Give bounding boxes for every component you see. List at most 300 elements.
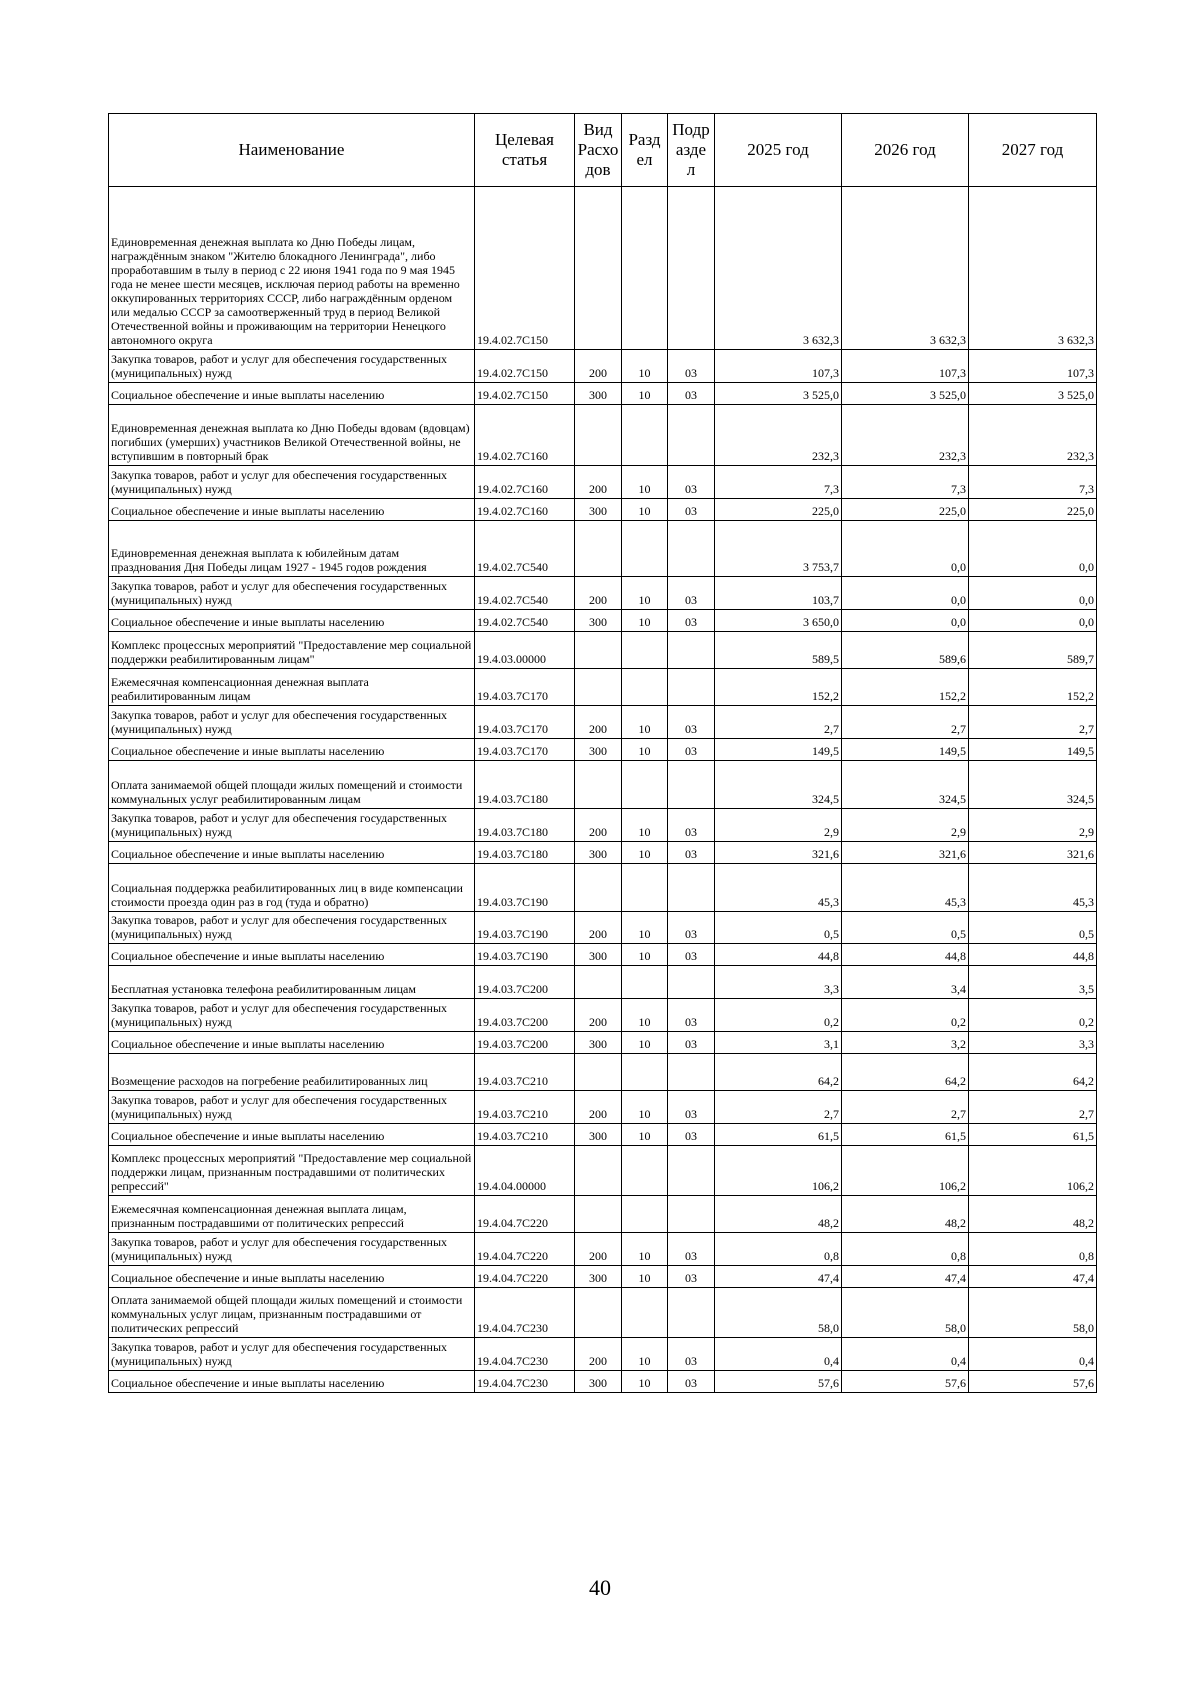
table-row <box>109 1124 1097 1146</box>
row-subsection: 03 <box>668 1371 715 1393</box>
row-amount-2027: 107,3 <box>969 350 1097 383</box>
row-amount-2025: 44,8 <box>715 944 842 966</box>
row-target-article: 19.4.03.7С170 <box>475 669 575 706</box>
row-name: Социальное обеспечение и иные выплаты населению <box>109 1371 475 1393</box>
row-target-article: 19.4.04.7С220 <box>475 1196 575 1233</box>
row-expense-type: 200 <box>575 1338 622 1371</box>
row-target-article: 19.4.03.7С190 <box>475 912 575 944</box>
table-row <box>109 809 1097 842</box>
row-name: Закупка товаров, работ и услуг для обеспечения государственных (муниципальных) нужд <box>109 1338 475 1371</box>
table-row <box>109 706 1097 739</box>
row-amount-2027: 57,6 <box>969 1371 1097 1393</box>
row-subsection: 03 <box>668 466 715 499</box>
row-amount-2027: 321,6 <box>969 842 1097 864</box>
row-amount-2027: 0,2 <box>969 999 1097 1032</box>
row-amount-2026: 2,7 <box>842 706 969 739</box>
row-amount-2026: 107,3 <box>842 350 969 383</box>
row-target-article: 19.4.03.7С170 <box>475 706 575 739</box>
row-section <box>622 632 668 669</box>
row-section <box>622 966 668 999</box>
row-subsection: 03 <box>668 1266 715 1288</box>
row-target-article: 19.4.02.7С150 <box>475 350 575 383</box>
row-amount-2026: 2,9 <box>842 809 969 842</box>
row-amount-2025: 3 632,3 <box>715 187 842 350</box>
row-name: Закупка товаров, работ и услуг для обеспечения государственных (муниципальных) нужд <box>109 706 475 739</box>
table-row <box>109 1091 1097 1124</box>
row-amount-2027: 0,5 <box>969 912 1097 944</box>
row-target-article: 19.4.02.7С160 <box>475 405 575 466</box>
row-section: 10 <box>622 610 668 632</box>
row-amount-2025: 324,5 <box>715 761 842 809</box>
row-target-article: 19.4.02.7С540 <box>475 577 575 610</box>
row-name: Закупка товаров, работ и услуг для обеспечения государственных (муниципальных) нужд <box>109 577 475 610</box>
row-target-article: 19.4.03.7С190 <box>475 864 575 912</box>
row-amount-2027: 47,4 <box>969 1266 1097 1288</box>
row-target-article: 19.4.03.7С200 <box>475 999 575 1032</box>
row-amount-2026: 58,0 <box>842 1288 969 1338</box>
row-amount-2026: 0,0 <box>842 521 969 577</box>
row-name: Социальное обеспечение и иные выплаты населению <box>109 1124 475 1146</box>
row-section: 10 <box>622 350 668 383</box>
row-target-article: 19.4.03.7С190 <box>475 944 575 966</box>
row-subsection <box>668 187 715 350</box>
row-amount-2026: 0,8 <box>842 1233 969 1266</box>
table-row <box>109 1233 1097 1266</box>
row-section <box>622 1054 668 1091</box>
row-subsection <box>668 1196 715 1233</box>
row-section: 10 <box>622 499 668 521</box>
row-expense-type <box>575 187 622 350</box>
row-amount-2026: 0,0 <box>842 577 969 610</box>
row-subsection: 03 <box>668 842 715 864</box>
row-expense-type <box>575 669 622 706</box>
row-subsection: 03 <box>668 809 715 842</box>
row-subsection: 03 <box>668 577 715 610</box>
row-expense-type: 200 <box>575 706 622 739</box>
row-section <box>622 187 668 350</box>
row-section: 10 <box>622 1338 668 1371</box>
row-name: Оплата занимаемой общей площади жилых помещений и стоимости коммунальных услуг лицам, признанным пострадавшими от политических репрессий <box>109 1288 475 1338</box>
header-subsection: Подр азде л <box>668 114 715 187</box>
row-name: Закупка товаров, работ и услуг для обеспечения государственных (муниципальных) нужд <box>109 1233 475 1266</box>
row-amount-2025: 7,3 <box>715 466 842 499</box>
row-section: 10 <box>622 466 668 499</box>
header-expense-type: Вид Расхо дов <box>575 114 622 187</box>
row-expense-type: 300 <box>575 842 622 864</box>
row-section: 10 <box>622 1124 668 1146</box>
row-amount-2027: 3 632,3 <box>969 187 1097 350</box>
row-name: Социальное обеспечение и иные выплаты населению <box>109 1032 475 1054</box>
row-name: Закупка товаров, работ и услуг для обеспечения государственных (муниципальных) нужд <box>109 1091 475 1124</box>
row-amount-2026: 44,8 <box>842 944 969 966</box>
row-target-article: 19.4.03.7С210 <box>475 1054 575 1091</box>
row-section <box>622 405 668 466</box>
row-expense-type: 200 <box>575 999 622 1032</box>
row-subsection: 03 <box>668 383 715 405</box>
row-name: Ежемесячная компенсационная денежная выплата реабилитированным лицам <box>109 669 475 706</box>
row-amount-2026: 3 632,3 <box>842 187 969 350</box>
row-amount-2025: 0,2 <box>715 999 842 1032</box>
row-subsection: 03 <box>668 1091 715 1124</box>
row-name: Ежемесячная компенсационная денежная выплата лицам, признанным пострадавшими от политических репрессий <box>109 1196 475 1233</box>
table-row <box>109 1032 1097 1054</box>
row-amount-2026: 321,6 <box>842 842 969 864</box>
row-amount-2026: 232,3 <box>842 405 969 466</box>
row-expense-type: 300 <box>575 610 622 632</box>
row-section: 10 <box>622 944 668 966</box>
row-expense-type: 300 <box>575 739 622 761</box>
row-section: 10 <box>622 809 668 842</box>
table-row <box>109 999 1097 1032</box>
row-amount-2025: 45,3 <box>715 864 842 912</box>
table-row <box>109 577 1097 610</box>
table-row <box>109 912 1097 944</box>
row-subsection <box>668 761 715 809</box>
table-row <box>109 1266 1097 1288</box>
row-section: 10 <box>622 1032 668 1054</box>
row-amount-2025: 107,3 <box>715 350 842 383</box>
budget-table <box>108 113 1097 1393</box>
table-row <box>109 350 1097 383</box>
row-amount-2025: 232,3 <box>715 405 842 466</box>
row-expense-type <box>575 1288 622 1338</box>
row-section: 10 <box>622 912 668 944</box>
row-amount-2027: 2,7 <box>969 706 1097 739</box>
row-target-article: 19.4.04.7С230 <box>475 1371 575 1393</box>
row-expense-type <box>575 1146 622 1196</box>
row-amount-2026: 3,2 <box>842 1032 969 1054</box>
row-expense-type <box>575 864 622 912</box>
row-amount-2027: 149,5 <box>969 739 1097 761</box>
table-row <box>109 1371 1097 1393</box>
row-amount-2025: 106,2 <box>715 1146 842 1196</box>
header-year-2026: 2026 год <box>842 114 969 187</box>
row-subsection <box>668 1054 715 1091</box>
row-expense-type: 300 <box>575 383 622 405</box>
row-subsection <box>668 632 715 669</box>
row-subsection <box>668 864 715 912</box>
row-subsection <box>668 521 715 577</box>
row-subsection <box>668 1146 715 1196</box>
row-name: Социальная поддержка реабилитированных лиц в виде компенсации стоимости проезда один раз в год (туда и обратно) <box>109 864 475 912</box>
row-expense-type: 200 <box>575 1091 622 1124</box>
row-target-article: 19.4.03.00000 <box>475 632 575 669</box>
row-section <box>622 761 668 809</box>
table-row <box>109 739 1097 761</box>
row-target-article: 19.4.03.7С210 <box>475 1091 575 1124</box>
row-amount-2025: 2,9 <box>715 809 842 842</box>
row-section: 10 <box>622 999 668 1032</box>
row-section: 10 <box>622 383 668 405</box>
row-target-article: 19.4.04.7С230 <box>475 1288 575 1338</box>
row-amount-2027: 44,8 <box>969 944 1097 966</box>
row-amount-2025: 0,4 <box>715 1338 842 1371</box>
row-section: 10 <box>622 842 668 864</box>
row-subsection <box>668 669 715 706</box>
table-header-row <box>109 114 1097 187</box>
row-target-article: 19.4.04.7С220 <box>475 1266 575 1288</box>
row-section: 10 <box>622 1091 668 1124</box>
row-expense-type: 300 <box>575 1266 622 1288</box>
row-target-article: 19.4.02.7С150 <box>475 187 575 350</box>
row-amount-2025: 57,6 <box>715 1371 842 1393</box>
row-target-article: 19.4.03.7С210 <box>475 1124 575 1146</box>
table-row <box>109 966 1097 999</box>
row-amount-2025: 3 525,0 <box>715 383 842 405</box>
row-amount-2025: 0,8 <box>715 1233 842 1266</box>
row-amount-2027: 0,8 <box>969 1233 1097 1266</box>
row-name: Социальное обеспечение и иные выплаты населению <box>109 383 475 405</box>
row-expense-type <box>575 521 622 577</box>
row-amount-2025: 3 650,0 <box>715 610 842 632</box>
row-amount-2027: 2,9 <box>969 809 1097 842</box>
row-section <box>622 1196 668 1233</box>
row-name: Закупка товаров, работ и услуг для обеспечения государственных (муниципальных) нужд <box>109 809 475 842</box>
row-amount-2026: 47,4 <box>842 1266 969 1288</box>
row-section: 10 <box>622 577 668 610</box>
row-expense-type <box>575 1054 622 1091</box>
row-amount-2025: 3 753,7 <box>715 521 842 577</box>
row-subsection: 03 <box>668 1338 715 1371</box>
row-name: Оплата занимаемой общей площади жилых помещений и стоимости коммунальных услуг реабилитированным лицам <box>109 761 475 809</box>
row-amount-2026: 106,2 <box>842 1146 969 1196</box>
row-amount-2027: 3,3 <box>969 1032 1097 1054</box>
row-amount-2027: 0,0 <box>969 610 1097 632</box>
table-row <box>109 1054 1097 1091</box>
table-row <box>109 669 1097 706</box>
table-row <box>109 610 1097 632</box>
row-name: Единовременная денежная выплата к юбилейным датам празднования Дня Победы лицам 1927 - 1945 годов рождения <box>109 521 475 577</box>
row-amount-2026: 3 525,0 <box>842 383 969 405</box>
row-expense-type: 300 <box>575 944 622 966</box>
row-amount-2025: 321,6 <box>715 842 842 864</box>
row-expense-type: 300 <box>575 1032 622 1054</box>
row-amount-2025: 2,7 <box>715 706 842 739</box>
table-row <box>109 499 1097 521</box>
row-target-article: 19.4.02.7С160 <box>475 499 575 521</box>
page-number: 40 <box>589 1575 611 1600</box>
row-target-article: 19.4.03.7С200 <box>475 1032 575 1054</box>
row-target-article: 19.4.04.00000 <box>475 1146 575 1196</box>
header-target-article: Целевая статья <box>475 114 575 187</box>
row-amount-2026: 61,5 <box>842 1124 969 1146</box>
table-row <box>109 383 1097 405</box>
row-amount-2027: 61,5 <box>969 1124 1097 1146</box>
row-amount-2026: 57,6 <box>842 1371 969 1393</box>
row-subsection: 03 <box>668 350 715 383</box>
row-amount-2025: 3,1 <box>715 1032 842 1054</box>
row-name: Социальное обеспечение и иные выплаты населению <box>109 499 475 521</box>
row-target-article: 19.4.02.7С540 <box>475 521 575 577</box>
row-expense-type: 300 <box>575 1124 622 1146</box>
row-amount-2027: 48,2 <box>969 1196 1097 1233</box>
row-amount-2025: 0,5 <box>715 912 842 944</box>
table-body <box>109 187 1097 1393</box>
table-row <box>109 1338 1097 1371</box>
row-expense-type <box>575 761 622 809</box>
row-amount-2027: 58,0 <box>969 1288 1097 1338</box>
row-amount-2027: 232,3 <box>969 405 1097 466</box>
table-row <box>109 466 1097 499</box>
row-target-article: 19.4.02.7С160 <box>475 466 575 499</box>
row-amount-2026: 589,6 <box>842 632 969 669</box>
row-amount-2025: 589,5 <box>715 632 842 669</box>
row-name: Комплекс процессных мероприятий "Предоставление мер социальной поддержки реабилитированным лицам" <box>109 632 475 669</box>
row-amount-2027: 7,3 <box>969 466 1097 499</box>
row-amount-2025: 47,4 <box>715 1266 842 1288</box>
row-amount-2027: 3 525,0 <box>969 383 1097 405</box>
row-amount-2027: 324,5 <box>969 761 1097 809</box>
row-expense-type: 200 <box>575 466 622 499</box>
row-section: 10 <box>622 1371 668 1393</box>
row-section <box>622 521 668 577</box>
row-name: Социальное обеспечение и иные выплаты населению <box>109 944 475 966</box>
row-name: Бесплатная установка телефона реабилитированным лицам <box>109 966 475 999</box>
row-target-article: 19.4.03.7С180 <box>475 842 575 864</box>
row-amount-2026: 0,2 <box>842 999 969 1032</box>
row-name: Единовременная денежная выплата ко Дню Победы лицам, награждённым знаком "Жителю блокадного Ленинграда", либо проработавшим в тылу в период с 22 июня 1941 года по 9 мая 1945 года не менее шести месяцев, исключая период работы на временно оккупированных территориях СССР, либо награждённым орденом или медалью СССР за самоотверженный труд в период Великой Отечественной войны и проживающим на территории Ненецкого автономного округа <box>109 187 475 350</box>
row-amount-2027: 106,2 <box>969 1146 1097 1196</box>
row-name: Закупка товаров, работ и услуг для обеспечения государственных (муниципальных) нужд <box>109 466 475 499</box>
row-target-article: 19.4.02.7С150 <box>475 383 575 405</box>
row-subsection <box>668 1288 715 1338</box>
table-row <box>109 761 1097 809</box>
row-expense-type: 200 <box>575 350 622 383</box>
row-amount-2027: 152,2 <box>969 669 1097 706</box>
row-name: Возмещение расходов на погребение реабилитированных лиц <box>109 1054 475 1091</box>
row-amount-2026: 2,7 <box>842 1091 969 1124</box>
row-subsection: 03 <box>668 739 715 761</box>
row-expense-type: 200 <box>575 809 622 842</box>
row-amount-2026: 45,3 <box>842 864 969 912</box>
row-name: Единовременная денежная выплата ко Дню Победы вдовам (вдовцам) погибших (умерших) участников Великой Отечественной войны, не вступившим в повторный брак <box>109 405 475 466</box>
table-row <box>109 405 1097 466</box>
header-year-2027: 2027 год <box>969 114 1097 187</box>
table-row <box>109 521 1097 577</box>
row-name: Социальное обеспечение и иные выплаты населению <box>109 1266 475 1288</box>
table-row <box>109 187 1097 350</box>
row-subsection: 03 <box>668 912 715 944</box>
row-expense-type: 200 <box>575 577 622 610</box>
row-amount-2025: 48,2 <box>715 1196 842 1233</box>
row-amount-2026: 324,5 <box>842 761 969 809</box>
row-amount-2026: 149,5 <box>842 739 969 761</box>
row-subsection: 03 <box>668 706 715 739</box>
row-amount-2025: 152,2 <box>715 669 842 706</box>
row-name: Социальное обеспечение и иные выплаты населению <box>109 739 475 761</box>
header-year-2025: 2025 год <box>715 114 842 187</box>
table-row <box>109 1196 1097 1233</box>
row-amount-2027: 0,4 <box>969 1338 1097 1371</box>
row-amount-2027: 64,2 <box>969 1054 1097 1091</box>
row-amount-2025: 103,7 <box>715 577 842 610</box>
row-amount-2025: 61,5 <box>715 1124 842 1146</box>
row-name: Закупка товаров, работ и услуг для обеспечения государственных (муниципальных) нужд <box>109 912 475 944</box>
row-amount-2026: 3,4 <box>842 966 969 999</box>
table-row <box>109 1146 1097 1196</box>
row-amount-2027: 589,7 <box>969 632 1097 669</box>
row-amount-2025: 3,3 <box>715 966 842 999</box>
row-amount-2025: 2,7 <box>715 1091 842 1124</box>
row-amount-2026: 0,5 <box>842 912 969 944</box>
row-section <box>622 1288 668 1338</box>
row-amount-2025: 64,2 <box>715 1054 842 1091</box>
row-section: 10 <box>622 706 668 739</box>
row-name: Социальное обеспечение и иные выплаты населению <box>109 610 475 632</box>
row-expense-type <box>575 405 622 466</box>
row-amount-2027: 0,0 <box>969 521 1097 577</box>
row-amount-2026: 0,4 <box>842 1338 969 1371</box>
row-amount-2026: 0,0 <box>842 610 969 632</box>
row-amount-2027: 45,3 <box>969 864 1097 912</box>
header-name: Наименование <box>109 114 475 187</box>
row-amount-2025: 149,5 <box>715 739 842 761</box>
row-target-article: 19.4.02.7С540 <box>475 610 575 632</box>
row-target-article: 19.4.03.7С180 <box>475 761 575 809</box>
row-subsection: 03 <box>668 1124 715 1146</box>
row-target-article: 19.4.03.7С180 <box>475 809 575 842</box>
row-section <box>622 1146 668 1196</box>
row-subsection: 03 <box>668 999 715 1032</box>
row-expense-type: 200 <box>575 912 622 944</box>
row-name: Социальное обеспечение и иные выплаты населению <box>109 842 475 864</box>
row-amount-2026: 7,3 <box>842 466 969 499</box>
row-amount-2026: 64,2 <box>842 1054 969 1091</box>
row-amount-2027: 3,5 <box>969 966 1097 999</box>
row-expense-type: 200 <box>575 1233 622 1266</box>
row-expense-type <box>575 632 622 669</box>
row-amount-2027: 0,0 <box>969 577 1097 610</box>
row-subsection <box>668 405 715 466</box>
header-section: Разд ел <box>622 114 668 187</box>
row-name: Закупка товаров, работ и услуг для обеспечения государственных (муниципальных) нужд <box>109 350 475 383</box>
row-section: 10 <box>622 739 668 761</box>
row-subsection <box>668 966 715 999</box>
row-amount-2026: 225,0 <box>842 499 969 521</box>
row-amount-2027: 2,7 <box>969 1091 1097 1124</box>
row-subsection: 03 <box>668 944 715 966</box>
row-name: Закупка товаров, работ и услуг для обеспечения государственных (муниципальных) нужд <box>109 999 475 1032</box>
row-subsection: 03 <box>668 1233 715 1266</box>
row-target-article: 19.4.03.7С200 <box>475 966 575 999</box>
row-subsection: 03 <box>668 610 715 632</box>
table-row <box>109 632 1097 669</box>
row-section <box>622 669 668 706</box>
row-target-article: 19.4.03.7С170 <box>475 739 575 761</box>
row-target-article: 19.4.04.7С230 <box>475 1338 575 1371</box>
row-subsection: 03 <box>668 499 715 521</box>
row-expense-type <box>575 966 622 999</box>
row-name: Комплекс процессных мероприятий "Предоставление мер социальной поддержки лицам, признанным пострадавшими от политических репрессий" <box>109 1146 475 1196</box>
row-section: 10 <box>622 1233 668 1266</box>
row-section: 10 <box>622 1266 668 1288</box>
row-expense-type <box>575 1196 622 1233</box>
row-amount-2026: 48,2 <box>842 1196 969 1233</box>
row-expense-type: 300 <box>575 1371 622 1393</box>
table-row <box>109 944 1097 966</box>
row-section <box>622 864 668 912</box>
row-amount-2025: 225,0 <box>715 499 842 521</box>
row-target-article: 19.4.04.7С220 <box>475 1233 575 1266</box>
row-amount-2025: 58,0 <box>715 1288 842 1338</box>
row-subsection: 03 <box>668 1032 715 1054</box>
row-amount-2026: 152,2 <box>842 669 969 706</box>
row-expense-type: 300 <box>575 499 622 521</box>
table-row <box>109 864 1097 912</box>
table-row <box>109 1288 1097 1338</box>
row-amount-2027: 225,0 <box>969 499 1097 521</box>
table-row <box>109 842 1097 864</box>
